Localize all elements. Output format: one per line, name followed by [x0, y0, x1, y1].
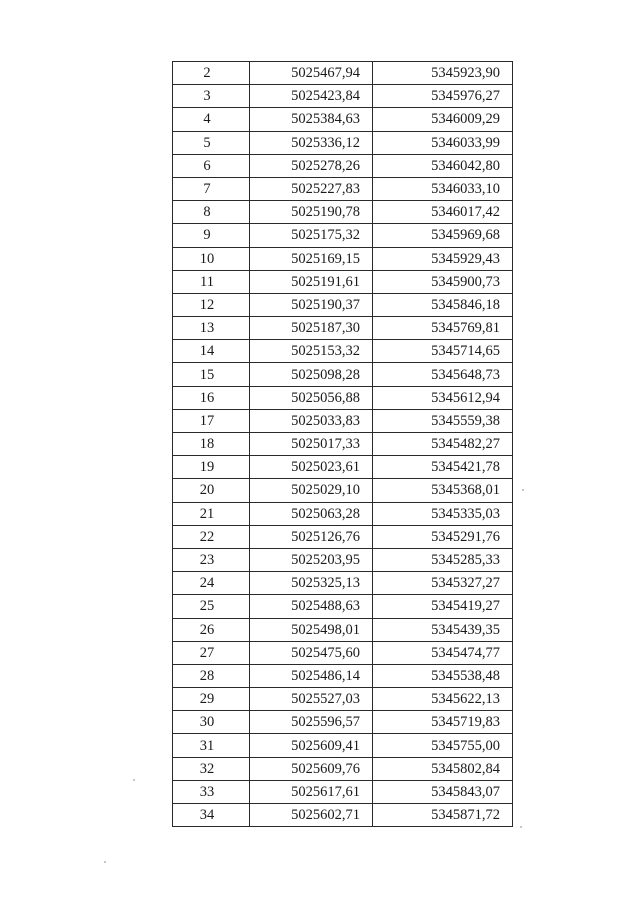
table-row	[173, 502, 513, 525]
table-row	[173, 780, 513, 803]
y-coordinate-cell: 5345976,27	[373, 85, 513, 108]
y-coordinate-cell: 5346033,99	[373, 131, 513, 154]
y-coordinate-cell: 5345291,76	[373, 525, 513, 548]
point-number-cell: 24	[173, 572, 250, 595]
y-coordinate-cell: 5345285,33	[373, 548, 513, 571]
y-coordinate-cell: 5346009,29	[373, 108, 513, 131]
y-coordinate-cell: 5345648,73	[373, 363, 513, 386]
y-coordinate-cell: 5345714,65	[373, 340, 513, 363]
point-number-cell: 29	[173, 688, 250, 711]
table-row	[173, 525, 513, 548]
x-coordinate-cell: 5025063,28	[250, 502, 373, 525]
point-number-cell: 5	[173, 131, 250, 154]
x-coordinate-cell: 5025227,83	[250, 177, 373, 200]
x-coordinate-cell: 5025602,71	[250, 804, 373, 827]
scan-speck	[520, 826, 522, 828]
y-coordinate-cell: 5345843,07	[373, 780, 513, 803]
y-coordinate-cell: 5345769,81	[373, 317, 513, 340]
table-row	[173, 224, 513, 247]
y-coordinate-cell: 5346017,42	[373, 201, 513, 224]
point-number-cell: 23	[173, 548, 250, 571]
y-coordinate-cell: 5345755,00	[373, 734, 513, 757]
x-coordinate-cell: 5025423,84	[250, 85, 373, 108]
y-coordinate-cell: 5345327,27	[373, 572, 513, 595]
y-coordinate-cell: 5345538,48	[373, 664, 513, 687]
table-row	[173, 409, 513, 432]
table-row	[173, 456, 513, 479]
y-coordinate-cell: 5345419,27	[373, 595, 513, 618]
x-coordinate-cell: 5025190,37	[250, 293, 373, 316]
scan-speck	[522, 489, 524, 491]
y-coordinate-cell: 5345802,84	[373, 757, 513, 780]
table-row	[173, 177, 513, 200]
x-coordinate-cell: 5025153,32	[250, 340, 373, 363]
x-coordinate-cell: 5025498,01	[250, 618, 373, 641]
x-coordinate-cell: 5025609,76	[250, 757, 373, 780]
y-coordinate-cell: 5345923,90	[373, 62, 513, 85]
table-row	[173, 386, 513, 409]
table-row	[173, 108, 513, 131]
y-coordinate-cell: 5345969,68	[373, 224, 513, 247]
point-number-cell: 9	[173, 224, 250, 247]
x-coordinate-cell: 5025336,12	[250, 131, 373, 154]
y-coordinate-cell: 5346033,10	[373, 177, 513, 200]
table-row	[173, 548, 513, 571]
x-coordinate-cell: 5025203,95	[250, 548, 373, 571]
point-number-cell: 2	[173, 62, 250, 85]
point-number-cell: 11	[173, 270, 250, 293]
table-row	[173, 572, 513, 595]
point-number-cell: 34	[173, 804, 250, 827]
x-coordinate-cell: 5025126,76	[250, 525, 373, 548]
table-row	[173, 270, 513, 293]
x-coordinate-cell: 5025029,10	[250, 479, 373, 502]
table-row	[173, 201, 513, 224]
x-coordinate-cell: 5025056,88	[250, 386, 373, 409]
y-coordinate-cell: 5345871,72	[373, 804, 513, 827]
x-coordinate-cell: 5025191,61	[250, 270, 373, 293]
point-number-cell: 26	[173, 618, 250, 641]
point-number-cell: 28	[173, 664, 250, 687]
point-number-cell: 16	[173, 386, 250, 409]
table-row	[173, 340, 513, 363]
point-number-cell: 17	[173, 409, 250, 432]
point-number-cell: 14	[173, 340, 250, 363]
x-coordinate-cell: 5025169,15	[250, 247, 373, 270]
y-coordinate-cell: 5345482,27	[373, 433, 513, 456]
y-coordinate-cell: 5345929,43	[373, 247, 513, 270]
point-number-cell: 6	[173, 154, 250, 177]
table-row	[173, 711, 513, 734]
point-number-cell: 8	[173, 201, 250, 224]
table-row	[173, 618, 513, 641]
point-number-cell: 22	[173, 525, 250, 548]
x-coordinate-cell: 5025384,63	[250, 108, 373, 131]
table-row	[173, 131, 513, 154]
table-row	[173, 363, 513, 386]
table-row	[173, 734, 513, 757]
x-coordinate-cell: 5025187,30	[250, 317, 373, 340]
y-coordinate-cell: 5345559,38	[373, 409, 513, 432]
table-row	[173, 804, 513, 827]
x-coordinate-cell: 5025467,94	[250, 62, 373, 85]
point-number-cell: 33	[173, 780, 250, 803]
y-coordinate-cell: 5345335,03	[373, 502, 513, 525]
coordinates-table	[172, 61, 513, 827]
point-number-cell: 19	[173, 456, 250, 479]
scan-speck	[104, 861, 106, 863]
point-number-cell: 27	[173, 641, 250, 664]
point-number-cell: 25	[173, 595, 250, 618]
x-coordinate-cell: 5025175,32	[250, 224, 373, 247]
y-coordinate-cell: 5345421,78	[373, 456, 513, 479]
x-coordinate-cell: 5025017,33	[250, 433, 373, 456]
table-row	[173, 664, 513, 687]
table-row	[173, 595, 513, 618]
x-coordinate-cell: 5025325,13	[250, 572, 373, 595]
point-number-cell: 18	[173, 433, 250, 456]
x-coordinate-cell: 5025486,14	[250, 664, 373, 687]
point-number-cell: 30	[173, 711, 250, 734]
point-number-cell: 31	[173, 734, 250, 757]
point-number-cell: 4	[173, 108, 250, 131]
table-row	[173, 85, 513, 108]
y-coordinate-cell: 5345719,83	[373, 711, 513, 734]
table-row	[173, 641, 513, 664]
x-coordinate-cell: 5025098,28	[250, 363, 373, 386]
scan-speck	[133, 779, 135, 781]
x-coordinate-cell: 5025596,57	[250, 711, 373, 734]
y-coordinate-cell: 5345900,73	[373, 270, 513, 293]
x-coordinate-cell: 5025033,83	[250, 409, 373, 432]
x-coordinate-cell: 5025527,03	[250, 688, 373, 711]
point-number-cell: 3	[173, 85, 250, 108]
y-coordinate-cell: 5345439,35	[373, 618, 513, 641]
y-coordinate-cell: 5345474,77	[373, 641, 513, 664]
table-row	[173, 317, 513, 340]
y-coordinate-cell: 5345846,18	[373, 293, 513, 316]
y-coordinate-cell: 5345612,94	[373, 386, 513, 409]
table-row	[173, 757, 513, 780]
y-coordinate-cell: 5345368,01	[373, 479, 513, 502]
table-row	[173, 154, 513, 177]
coordinates-table-body	[173, 62, 513, 827]
x-coordinate-cell: 5025488,63	[250, 595, 373, 618]
x-coordinate-cell: 5025278,26	[250, 154, 373, 177]
x-coordinate-cell: 5025023,61	[250, 456, 373, 479]
table-row	[173, 688, 513, 711]
point-number-cell: 20	[173, 479, 250, 502]
point-number-cell: 13	[173, 317, 250, 340]
point-number-cell: 21	[173, 502, 250, 525]
point-number-cell: 12	[173, 293, 250, 316]
table-row	[173, 62, 513, 85]
table-row	[173, 293, 513, 316]
y-coordinate-cell: 5346042,80	[373, 154, 513, 177]
x-coordinate-cell: 5025475,60	[250, 641, 373, 664]
table-row	[173, 479, 513, 502]
point-number-cell: 10	[173, 247, 250, 270]
x-coordinate-cell: 5025617,61	[250, 780, 373, 803]
x-coordinate-cell: 5025609,41	[250, 734, 373, 757]
point-number-cell: 7	[173, 177, 250, 200]
table-row	[173, 433, 513, 456]
point-number-cell: 15	[173, 363, 250, 386]
point-number-cell: 32	[173, 757, 250, 780]
y-coordinate-cell: 5345622,13	[373, 688, 513, 711]
table-row	[173, 247, 513, 270]
x-coordinate-cell: 5025190,78	[250, 201, 373, 224]
